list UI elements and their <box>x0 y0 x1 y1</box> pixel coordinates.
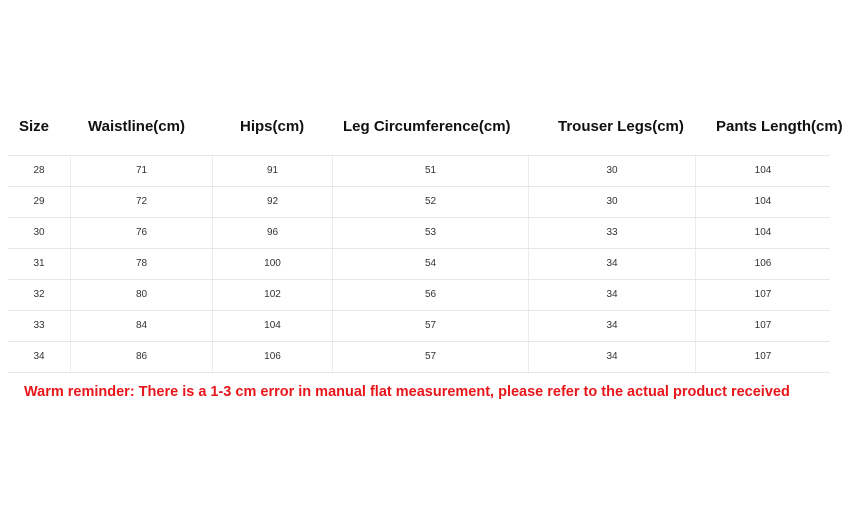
cell-waistline: 78 <box>70 249 212 279</box>
header-trouser-legs: Trouser Legs(cm) <box>558 118 684 135</box>
table-row <box>8 217 830 248</box>
cell-pants-length: 107 <box>695 280 830 310</box>
table-row <box>8 279 830 310</box>
cell-trouser-legs: 34 <box>528 280 695 310</box>
cell-size: 33 <box>33 320 45 331</box>
cell-pants-length: 104 <box>695 156 830 186</box>
cell-pants-length: 107 <box>695 311 830 341</box>
cell-waistline: 72 <box>70 187 212 217</box>
cell-waistline: 84 <box>70 311 212 341</box>
table-row <box>8 248 830 279</box>
cell-waistline: 86 <box>70 342 212 372</box>
cell-leg-circumference: 52 <box>332 187 528 217</box>
cell-size: 28 <box>33 165 45 176</box>
table-row <box>8 310 830 341</box>
table-header-row <box>0 112 848 142</box>
cell-hips: 91 <box>212 156 332 186</box>
header-size: Size <box>19 118 50 135</box>
header-hips: Hips(cm) <box>240 118 305 135</box>
cell-trouser-legs: 34 <box>528 249 695 279</box>
cell-waistline: 76 <box>70 218 212 248</box>
cell-pants-length: 104 <box>695 218 830 248</box>
cell-pants-length: 104 <box>695 187 830 217</box>
cell-trouser-legs: 30 <box>528 156 695 186</box>
table-row <box>8 341 830 373</box>
cell-size: 30 <box>33 227 45 238</box>
cell-leg-circumference: 56 <box>332 280 528 310</box>
cell-leg-circumference: 57 <box>332 342 528 372</box>
cell-hips: 100 <box>212 249 332 279</box>
cell-trouser-legs: 34 <box>528 342 695 372</box>
cell-hips: 96 <box>212 218 332 248</box>
cell-hips: 92 <box>212 187 332 217</box>
cell-size: 34 <box>33 351 45 362</box>
table-row <box>8 186 830 217</box>
cell-hips: 102 <box>212 280 332 310</box>
size-table <box>8 155 830 373</box>
header-waistline: Waistline(cm) <box>88 118 185 135</box>
cell-pants-length: 106 <box>695 249 830 279</box>
header-pants-length: Pants Length(cm) <box>716 118 843 135</box>
header-leg-circumference: Leg Circumference(cm) <box>343 118 511 135</box>
cell-size: 32 <box>33 289 45 300</box>
cell-trouser-legs: 30 <box>528 187 695 217</box>
cell-leg-circumference: 57 <box>332 311 528 341</box>
measurement-notice: Warm reminder: There is a 1-3 cm error in manual flat measurement, please refer to the actual product received <box>24 384 790 400</box>
cell-leg-circumference: 53 <box>332 218 528 248</box>
cell-waistline: 71 <box>70 156 212 186</box>
cell-pants-length: 107 <box>695 342 830 372</box>
table-row <box>8 155 830 186</box>
cell-leg-circumference: 54 <box>332 249 528 279</box>
cell-waistline: 80 <box>70 280 212 310</box>
cell-leg-circumference: 51 <box>332 156 528 186</box>
cell-trouser-legs: 33 <box>528 218 695 248</box>
cell-size: 31 <box>33 258 45 269</box>
cell-hips: 104 <box>212 311 332 341</box>
cell-size: 29 <box>33 196 45 207</box>
cell-hips: 106 <box>212 342 332 372</box>
cell-trouser-legs: 34 <box>528 311 695 341</box>
